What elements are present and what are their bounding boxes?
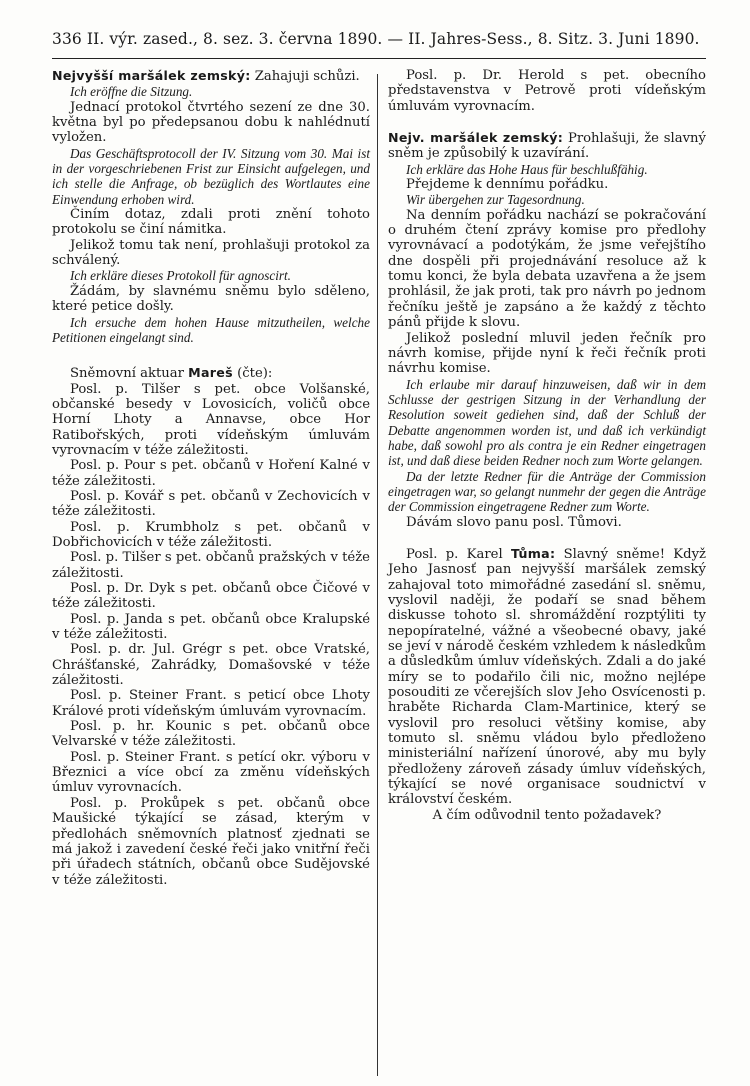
petition-item: Posl. p. Prokůpek s pet. občanů obce Maušické týkající se zásad, kterým v předlohách sněmovních platnosť zjednati se má jakož i zavedení české řeči jako vnitřní řeči při úřadech státních, občanů obce Sudějovské v téže záležitosti. xyxy=(52,795,370,888)
petition-item: Posl. p. Steiner Frant. s petící okr. výboru v Březnici a více obcí za změnu vídeňských úmluv vyrovnacích. xyxy=(52,749,370,796)
paragraph: Žádám, by slavnému sněmu bylo sděleno, které petice došly. xyxy=(52,283,370,315)
petition-item: Posl. p. Dr. Dyk s pet. občanů obce Čičové v téže záležitosti. xyxy=(52,581,370,612)
paragraph-german: Wir übergehen zur Tagesordnung. xyxy=(406,192,585,208)
paragraph: Posl. p. Karel Tůma: Slavný sněme! Když Jeho Jasnosť pan nejvyšší maršálek zemský zahajoval toto mimořádné zasedání sl. sněmu, vyslovil naději, že podaří se snad během diskusse tohoto sl. shromáždění rozptýliti ty nepopíratelné, vážné a všeobecné obavy, jaké se jeví v národě českém vzhledem k následkům a důsledkům úmluv vídeňských. Zdali a do jaké míry se to podařilo čili nic, možno nejlépe posouditi ze včerejších slov Jeho Osvícenosti p. hraběte Richarda Clam-Martinice, který se vyslovil pro resoluci většiny komise, aby tomuto sl. sněmu vládou bylo předloženo ministeriální nařízení únorové, aby mu byly předloženy zároveň zásady úmluv vídeňských, týkající se nové organisace soudnictví v království českém. xyxy=(388,545,707,808)
paragraph: Nejv. maršálek zemský: Prohlašuji, že slavný sněm je způsobilý k uzavírání. xyxy=(388,130,706,162)
petition-item: Posl. p. Krumbholz s pet. občanů v Dobřichovicích v téže záležitosti. xyxy=(52,519,370,550)
petition-item: Posl. p. Dr. Herold s pet. obecního představenstva v Petrově proti vídeňským úmluvám vyrovnacím. xyxy=(388,68,706,114)
paragraph-german: Das Geschäftsprotocoll der IV. Sitzung vom 30. Mai ist in der vorgeschriebenen Frist zur Einsicht aufgelegen, und ich stelle die Anfrage, ob bezüglich des Wortlautes eine Einwendung erhoben wird. xyxy=(52,145,370,207)
header-rule xyxy=(52,58,706,59)
paragraph: Nejvyšší maršálek zemský: Zahajuji schůzi. xyxy=(52,68,360,84)
paragraph: Dávám slovo panu posl. Tůmovi. xyxy=(406,514,622,530)
petition-item: Posl. p. hr. Kounic s pet. občanů obce Velvarské v téže záležitosti. xyxy=(52,719,370,750)
left-column xyxy=(52,68,370,888)
petition-item: Posl. p. Steiner Frant. s peticí obce Lhoty Králové proti vídeňským úmluvám vyrovnacím. xyxy=(52,688,370,719)
speaker-name: Nejvyšší maršálek zemský: xyxy=(52,68,251,83)
petition-item: Posl. p. Tilšer s pet. občanů pražských v téže záležitosti. xyxy=(52,550,370,581)
petition-item: Posl. p. Pour s pet. občanů v Hoření Kalné v téže záležitosti. xyxy=(52,458,370,489)
speaker-label: Sněmovní aktuar xyxy=(70,366,184,382)
paragraph-german: Ich erlaube mir darauf hinzuweisen, daß wir in dem Schlusse der gestrigen Sitzung in der Verhandlung der Resolution soweit gediehen sind, daß der Schluß der Debatte angenommen worden ist, und daß ich verkündigt habe, daß sowohl pro als contra je ein Redner eingetragen ist, und daß diese beiden Redner noch zum Worte gelangen. xyxy=(388,376,706,469)
column-divider xyxy=(377,74,378,1076)
running-head: 336 II. výr. zased., 8. sez. 3. června 1890. — II. Jahres-Sess., 8. Sitz. 3. Juni 1890. xyxy=(52,30,700,48)
petition-item: Posl. p. Kovář s pet. občanů v Zechovicích v téže záležitosti. xyxy=(52,488,370,520)
paragraph-german: Da der letzte Redner für die Anträge der Commission eingetragen war, so gelangt nunmehr der gegen die Anträge der Commission eingetragene Redner zum Worte. xyxy=(388,468,706,515)
paragraph: Přejdeme k dennímu pořádku. xyxy=(406,177,609,193)
paragraph-german: Ich eröffne die Sitzung. xyxy=(70,84,193,100)
paragraph: Jelikož poslední mluvil jeden řečník pro návrh komise, přijde nyní k řeči řečník proti návrhu komise. xyxy=(388,330,706,377)
paragraph: Jelikož tomu tak není, prohlašuji protokol za schválený. xyxy=(52,237,370,269)
paragraph-german: Ich erkläre das Hohe Haus für beschlußfähig. xyxy=(406,161,648,177)
paragraph: Na denním pořádku nachází se pokračování o druhém čtení zprávy komise pro předlohy vyrovnávací a podotýkám, že jsme veřejštího dne dospěli při projednávání resoluce až k tomu konci, že byla debata uzavřena a že jsem prohlásil, že jak proti, tak pro návrh po jednom řečníku ještě je zapsáno a že každý z těchto pánů přijde k slovu. xyxy=(388,207,706,331)
paragraph: Sněmovní aktuar Mareš (čte): xyxy=(70,365,273,382)
speaker-name: Mareš xyxy=(188,365,233,381)
speaker-label: Posl. p. Karel xyxy=(406,546,503,562)
paragraph-german: Ich ersuche dem hohen Hause mitzutheilen, welche Petitionen eingelangt sind. xyxy=(52,314,370,345)
speaker-name: Tůma: xyxy=(510,545,556,561)
paragraph: Jednací protokol čtvrtého sezení ze dne 30. května byl po předepsanou dobu k nahlédnutí vyložen. xyxy=(52,99,370,146)
petition-item: Posl. p. Tilšer s pet. obce Volšanské, občanské besedy v Lovosicích, voličů obce Horní Lhoty a Annavse, obce Hor Ratibořských, proti vídeňským úmluvám vyrovnacím v téže záležitosti. xyxy=(52,381,370,458)
petition-item: Posl. p. dr. Jul. Grégr s pet. obce Vratské, Chrášťanské, Zahrádky, Domašovské v téže záležitosti. xyxy=(52,642,370,689)
page-header xyxy=(52,30,706,48)
paragraph-german: Ich erkläre dieses Protokoll für agnoscirt. xyxy=(70,268,291,284)
petition-item: Posl. p. Janda s pet. občanů obce Kralupské v téže záležitosti. xyxy=(52,611,370,643)
speaker-name: Nejv. maršálek zemský: xyxy=(388,130,564,146)
right-column xyxy=(388,68,706,823)
paragraph: Činím dotaz, zdali proti znění tohoto protokolu se činí námitka. xyxy=(52,207,370,238)
paragraph: A čím odůvodnil tento požadavek? xyxy=(432,807,662,823)
